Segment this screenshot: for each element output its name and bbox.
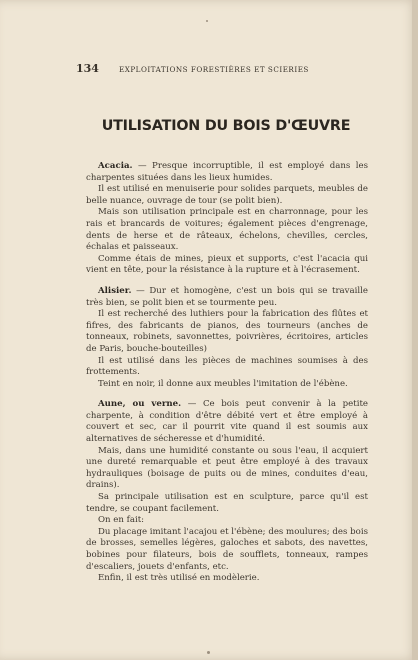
running-header bbox=[76, 62, 376, 75]
paragraph: Il est utilisé dans les pièces de machines soumises à des frottements. bbox=[86, 355, 368, 378]
paragraph: Du placage imitant l'acajou et l'ébène; des moulures; des bois de brosses, semelles légères, galoches et sabots, des navettes, bobines pour filateurs, bois de soufflets, tonneaux, rampes d'escaliers, jouets d'enfants, etc. bbox=[86, 526, 368, 572]
body-text bbox=[86, 161, 368, 594]
entry-term: Alisier. bbox=[98, 285, 132, 296]
paragraph: Mais, dans une humidité constante ou sous l'eau, il acquiert une dureté remarquable et peut être employé à des travaux hydrauliques (boisage de puits ou de mines, conduites d'eau, drains). bbox=[86, 445, 368, 491]
paragraph: Sa principale utilisation est en sculpture, parce qu'il est tendre, se coupant facilement. bbox=[86, 492, 368, 514]
entry-alisier bbox=[86, 286, 368, 390]
paragraph: Comme étais de mines, pieux et supports, c'est l'acacia qui vient en tête, pour la résistance à la rupture et à l'écrasement. bbox=[86, 253, 368, 276]
page-edge bbox=[412, 0, 418, 660]
entry-term: Acacia. bbox=[98, 161, 133, 171]
paragraph: Il est recherché des luthiers pour la fabrication des flûtes et fifres, des fabricants de pianos, des tourneurs (anches de tonneaux, robinets, savonnettes, poivrières, écritoires, articles de Paris, bouche-bouteilles) bbox=[86, 309, 368, 354]
page-mark bbox=[207, 651, 210, 654]
page-speck bbox=[206, 20, 208, 22]
running-title: EXPLOITATIONS FORESTIÈRES ET SCIERIES bbox=[118, 65, 309, 74]
paragraph: On en fait: bbox=[98, 515, 145, 526]
paragraph: Mais son utilisation principale est en charronnage, pour les rais et brancards de voitures; également pièces d'engrenage, dents de herse et de râteaux, échelons, chevilles, cercles, échalas et paisseaux. bbox=[86, 207, 368, 253]
entry-term: Aune, ou verne. bbox=[98, 399, 182, 410]
paragraph: Aune, ou verne. — Ce bois peut convenir à la petite charpente, à condition d'être débité vert et être employé à couvert et sec, car il pourrit vite quand il est soumis aux alternatives de sécheresse et d'humidité. bbox=[86, 399, 368, 445]
entry-acacia bbox=[86, 161, 368, 277]
page-title: UTILISATION DU BOIS D'ŒUVRE bbox=[101, 118, 351, 134]
paragraph: Il est utilisé en menuiserie pour solides parquets, meubles de belle nuance, ouvrage de tour (se polit bien). bbox=[86, 184, 368, 206]
paragraph: Teint en noir, il donne aux meubles l'imitation de l'ébène. bbox=[98, 378, 348, 389]
paragraph: Acacia. — Presque incorruptible, il est employé dans les charpentes situées dans les lieux humides. bbox=[86, 161, 368, 183]
entry-aune bbox=[86, 399, 368, 585]
paragraph: Enfin, il est très utilisé en modèlerie. bbox=[98, 573, 260, 584]
page-number: 134 bbox=[76, 62, 99, 75]
paragraph: Alisier. — Dur et homogène, c'est un bois qui se travaille très bien, se polit bien et se tourmente peu. bbox=[86, 285, 368, 308]
